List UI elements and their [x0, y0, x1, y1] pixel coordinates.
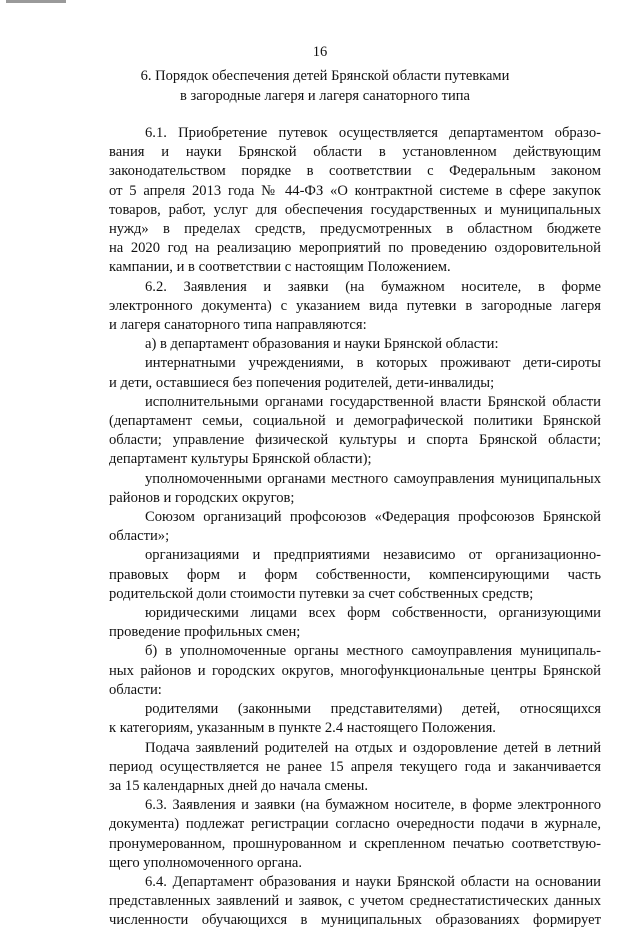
- text-line: период осуществляется не ранее 15 апреля текущего года и заканчивается: [109, 758, 601, 775]
- text-line: товаров, работ, услуг для обеспечения государственных и муниципальных: [109, 201, 601, 218]
- paragraph-p-6-2: [109, 278, 601, 336]
- text-line: Подача заявлений родителей на отдых и оздоровление детей в летний: [145, 739, 601, 756]
- paragraph-p-podacha: [109, 739, 601, 797]
- text-line: 6.4. Департамент образования и науки Брянской области на основании: [145, 873, 601, 890]
- text-line: за 15 календарных дней до начала смены.: [109, 777, 368, 794]
- text-line: уполномоченными органами местного самоуправления муниципальных: [145, 470, 601, 487]
- document-body: [109, 124, 601, 931]
- text-line: документа) подлежат регистрации согласно очередности подачи в журнале,: [109, 816, 601, 833]
- text-line: кампании, и в соответствии с настоящим Положением.: [109, 259, 451, 276]
- text-line: 6.3. Заявления и заявки (на бумажном носителе, в форме электронного: [145, 797, 601, 814]
- text-line: а) в департамент образования и науки Брянской области:: [145, 336, 499, 353]
- text-line: (департамент семьи, социальной и демографической политики Брянской: [109, 413, 601, 430]
- text-line: и лагеря санаторного типа направляются:: [109, 317, 367, 334]
- text-line: 6.1. Приобретение путевок осуществляется департаментом образо-: [145, 125, 601, 141]
- scan-edge-mark: [6, 0, 66, 3]
- text-line: и дети, оставшиеся без попечения родителей, дети-инвалиды;: [109, 374, 495, 391]
- text-line: щего уполномоченного органа.: [109, 854, 303, 871]
- text-line: б) в уполномоченные органы местного самоуправления муниципаль-: [145, 643, 601, 660]
- text-line: интернатными учреждениями, в которых проживают дети-сироты: [145, 355, 601, 372]
- text-line: области; управление физической культуры и спорта Брянской области;: [109, 432, 601, 449]
- paragraph-p-yur: [109, 604, 601, 642]
- paragraph-p-a: [109, 335, 601, 354]
- text-line: районов и городских округов;: [109, 489, 295, 506]
- text-line: Союзом организаций профсоюзов «Федерация профсоюзов Брянской: [145, 509, 601, 526]
- paragraph-p-internat: [109, 354, 601, 392]
- section-title-line: 6. Порядок обеспечения детей Брянской области путевками: [140, 68, 510, 84]
- paragraph-p-souz: [109, 508, 601, 546]
- text-line: родительской доли стоимости путевки за счет собственных средств;: [109, 585, 534, 602]
- text-line: электронного документа) с указанием вида путевки в загородные лагеря: [109, 297, 601, 314]
- section-title-line: в загородные лагеря и лагеря санаторного типа: [180, 88, 470, 104]
- section-title: [90, 66, 560, 106]
- paragraph-p-6-4: [109, 873, 601, 931]
- text-line: законодательством порядке в соответствии с Федеральным законом: [109, 163, 601, 180]
- text-line: исполнительными органами государственной власти Брянской области: [145, 393, 601, 410]
- text-line: вания и науки Брянской области в установленном действующим: [109, 144, 601, 161]
- text-line: нужд» в пределах средств, предусмотренных в областном бюджете: [109, 221, 601, 238]
- paragraph-p-ispoln: [109, 393, 601, 470]
- paragraph-p-b: [109, 642, 601, 700]
- text-line: 6.2. Заявления и заявки (на бумажном носителе, в форме: [145, 278, 601, 295]
- paragraph-p-6-1: [109, 124, 601, 278]
- text-line: родителями (законными представителями) детей, относящихся: [145, 701, 601, 718]
- text-line: численности обучающихся в муниципальных образованиях формирует: [109, 912, 601, 929]
- text-line: организациями и предприятиями независимо от организационно-: [145, 547, 601, 564]
- text-line: ных районов и городских округов, многофункциональные центры Брянской: [109, 662, 601, 679]
- text-line: к категориям, указанным в пункте 2.4 настоящего Положения.: [109, 720, 496, 737]
- text-line: департамент культуры Брянской области);: [109, 451, 372, 468]
- text-line: от 5 апреля 2013 года № 44-ФЗ «О контрактной системе в сфере закупок: [109, 182, 601, 199]
- text-line: проведение профильных смен;: [109, 624, 301, 641]
- text-line: пронумерованном, прошнурованном и скрепленном печатью соответствую-: [109, 835, 601, 852]
- paragraph-p-org: [109, 546, 601, 604]
- text-line: области»;: [109, 528, 170, 545]
- text-line: области:: [109, 681, 162, 698]
- page-number: 16: [312, 44, 328, 60]
- text-line: представленных заявлений и заявок, с учетом среднестатистических данных: [109, 893, 601, 910]
- paragraph-p-rod: [109, 700, 601, 738]
- text-line: на 2020 год на реализацию мероприятий по проведению оздоровительной: [109, 240, 601, 257]
- text-line: юридическими лицами всех форм собственности, организующими: [145, 605, 601, 622]
- paragraph-p-6-3: [109, 796, 601, 873]
- paragraph-p-upoln: [109, 470, 601, 508]
- text-line: правовых форм и форм собственности, компенсирующими часть: [109, 566, 601, 583]
